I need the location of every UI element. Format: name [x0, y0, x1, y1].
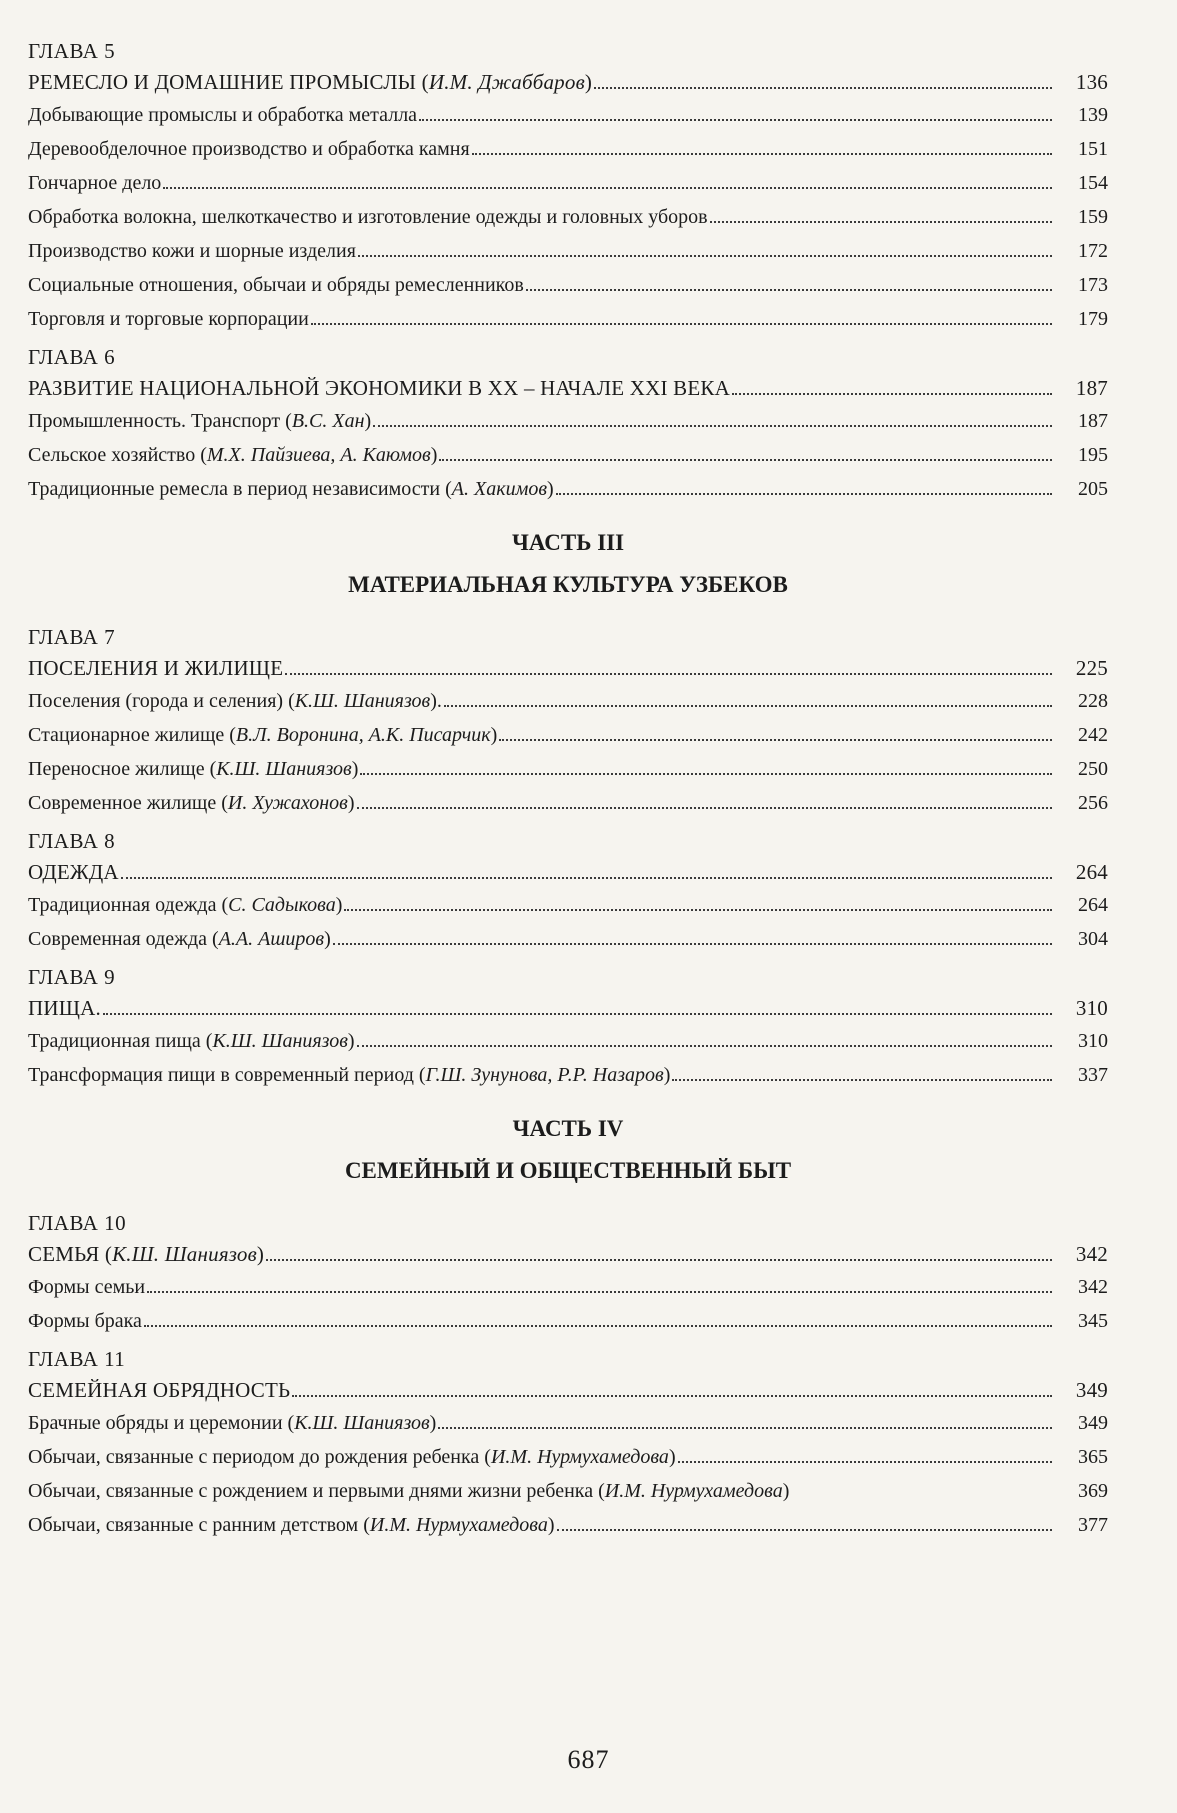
entry-page-number: 345 — [1078, 1310, 1108, 1332]
entry-page-number: 151 — [1078, 138, 1108, 160]
entry-author: К.Ш. Шаниязов — [112, 1242, 257, 1266]
dot-leader — [333, 943, 1052, 945]
dot-leader — [163, 187, 1052, 189]
entry-author: К.Ш. Шаниязов — [212, 1030, 348, 1052]
dot-leader — [266, 1259, 1052, 1261]
entry-title — [28, 1242, 264, 1267]
part-title: МАТЕРИАЛЬНАЯ КУЛЬТУРА УЗБЕКОВ — [348, 572, 788, 597]
entry-author: М.Х. Пайзиева, А. Каюмов — [206, 444, 431, 466]
chapter-label: ГЛАВА 11 — [28, 1347, 126, 1371]
entry-title-text: Производство кожи и шорные изделия — [28, 240, 356, 262]
entry-title — [28, 791, 355, 816]
toc-entry — [28, 757, 1108, 782]
entry-title-text: Обычаи, связанные с рождением и первыми днями жизни ребенка ( — [28, 1480, 605, 1502]
entry-title-text: Стационарное жилище ( — [28, 724, 236, 746]
entry-title-text: Традиционная пища ( — [28, 1030, 213, 1052]
entry-title — [28, 1275, 145, 1300]
dot-leader — [594, 87, 1052, 89]
toc-entry — [28, 205, 1108, 230]
dot-leader — [557, 1529, 1052, 1531]
entry-page-number: 179 — [1078, 308, 1108, 330]
entry-title — [28, 1445, 676, 1470]
entry-title — [28, 477, 554, 502]
chapter-block — [28, 38, 1108, 332]
entry-page-number: 264 — [1078, 894, 1108, 916]
table-of-contents — [28, 36, 1108, 1550]
entry-title-close: ) — [347, 792, 355, 814]
toc-entry — [28, 307, 1108, 332]
entry-page-number: 195 — [1078, 444, 1108, 466]
entry-title — [28, 656, 283, 681]
entry-page-number: 264 — [1075, 860, 1108, 884]
toc-entry — [28, 477, 1108, 502]
dot-leader — [710, 221, 1052, 223]
toc-entry — [28, 273, 1108, 298]
entry-title-close: ) — [547, 478, 554, 500]
entry-title — [28, 1063, 670, 1088]
entry-page-number: 187 — [1075, 376, 1108, 400]
entry-title — [28, 927, 331, 952]
dot-leader — [732, 393, 1052, 395]
entry-title — [28, 1411, 436, 1436]
entry-title — [28, 1513, 555, 1538]
entry-title-close: ) — [663, 1064, 671, 1086]
entry-page-number: 310 — [1078, 1030, 1108, 1052]
entry-title-text: РЕМЕСЛО И ДОМАШНИЕ ПРОМЫСЛЫ ( — [28, 70, 429, 94]
entry-title — [28, 70, 592, 95]
entry-title-close: ) — [430, 444, 438, 466]
entry-title-text: ОДЕЖДА — [28, 860, 119, 884]
entry-title — [28, 239, 356, 264]
entry-page-number: 349 — [1078, 1412, 1108, 1434]
entry-title-text: Деревообделочное производство и обработка камня — [28, 138, 470, 160]
dot-leader — [444, 705, 1052, 707]
chapter-block — [28, 624, 1108, 816]
entry-title-text: ПОСЕЛЕНИЯ И ЖИЛИЩЕ — [28, 656, 284, 680]
dot-leader — [672, 1079, 1052, 1081]
toc-entry — [28, 689, 1108, 714]
entry-title-close: ) — [668, 1446, 676, 1468]
chapter-title-entry — [28, 1242, 1108, 1267]
toc-group-part-4 — [28, 1210, 1108, 1538]
entry-author: И.М. Джаббаров — [428, 70, 585, 94]
entry-title-close: ) — [335, 894, 343, 916]
entry-title — [28, 1029, 355, 1054]
entry-title — [28, 376, 730, 401]
entry-title-text: Переносное жилище ( — [28, 758, 217, 780]
chapter-title-entry — [28, 1378, 1108, 1403]
entry-title-text: Торговля и торговые корпорации — [28, 308, 309, 330]
entry-title — [28, 893, 342, 918]
entry-title — [28, 1479, 789, 1504]
entry-page-number: 349 — [1075, 1378, 1108, 1402]
chapter-label: ГЛАВА 9 — [28, 965, 116, 989]
entry-title-close: ) — [584, 70, 593, 94]
entry-title-text: Обычаи, связанные с периодом до рождения ребенка ( — [28, 1446, 491, 1468]
chapter-block — [28, 828, 1108, 952]
entry-title — [28, 996, 101, 1021]
entry-title-text: Добывающие промыслы и обработка металла — [28, 104, 418, 126]
dot-leader — [358, 255, 1052, 257]
toc-entry — [28, 1309, 1108, 1334]
entry-title-text: Современное жилище ( — [28, 792, 228, 814]
entry-author: А. Хакимов — [451, 478, 548, 500]
dot-leader — [147, 1291, 1052, 1293]
dot-leader — [285, 673, 1052, 675]
part-number: ЧАСТЬ IV — [512, 1116, 624, 1141]
dot-leader — [499, 739, 1052, 741]
chapter-title-entry — [28, 860, 1108, 885]
chapter-block — [28, 1346, 1108, 1538]
entry-title-text: Гончарное дело — [28, 172, 162, 194]
toc-entry — [28, 893, 1108, 918]
entry-author: В.С. Хан — [291, 410, 365, 432]
entry-title-close: ) — [364, 410, 372, 432]
entry-title — [28, 443, 437, 468]
entry-title — [28, 1309, 142, 1334]
dot-leader — [678, 1461, 1052, 1463]
entry-title-text: ПИЩА. — [28, 996, 101, 1020]
entry-title-close: ) — [429, 1412, 437, 1434]
entry-page-number: 342 — [1075, 1242, 1108, 1266]
entry-page-number: 187 — [1078, 410, 1108, 432]
entry-author: К.Ш. Шаниязов — [294, 690, 431, 712]
entry-page-number: 369 — [1078, 1480, 1108, 1502]
entry-page-number: 173 — [1078, 274, 1108, 296]
entry-title-close: ) — [490, 724, 498, 746]
toc-entry — [28, 927, 1108, 952]
entry-title-text: СЕМЬЯ ( — [28, 1242, 113, 1266]
toc-entry — [28, 1479, 1108, 1504]
entry-page-number: 337 — [1078, 1064, 1108, 1086]
chapter-label: ГЛАВА 6 — [28, 345, 116, 369]
toc-entry — [28, 1513, 1108, 1538]
entry-page-number: 242 — [1078, 724, 1108, 746]
entry-title — [28, 723, 497, 748]
chapter-label: ГЛАВА 8 — [28, 829, 116, 853]
dot-leader — [526, 289, 1052, 291]
entry-page-number: 159 — [1078, 206, 1108, 228]
chapter-block — [28, 964, 1108, 1088]
entry-title-close: ) — [324, 928, 331, 950]
entry-title-text: РАЗВИТИЕ НАЦИОНАЛЬНОЙ ЭКОНОМИКИ В ХХ – НАЧАЛЕ XXI ВЕКА — [28, 376, 730, 400]
entry-title — [28, 273, 524, 298]
toc-entry — [28, 409, 1108, 434]
part-heading-4 — [28, 1114, 1108, 1186]
chapter-label: ГЛАВА 7 — [28, 625, 116, 649]
dot-leader — [357, 807, 1052, 809]
entry-title-text: Формы брака — [28, 1310, 142, 1332]
entry-page-number: 136 — [1075, 70, 1108, 94]
chapter-title-entry — [28, 996, 1108, 1021]
chapter-title-entry — [28, 376, 1108, 401]
toc-entry — [28, 1029, 1108, 1054]
dot-leader — [121, 877, 1052, 879]
toc-group-part-2-end — [28, 38, 1108, 502]
entry-author: К.Ш. Шаниязов — [216, 758, 352, 780]
entry-page-number: 377 — [1078, 1514, 1108, 1536]
chapter-block — [28, 1210, 1108, 1334]
chapter-label: ГЛАВА 5 — [28, 39, 116, 63]
toc-entry — [28, 1411, 1108, 1436]
entry-title — [28, 689, 442, 714]
entry-title — [28, 1378, 290, 1403]
entry-title-text: Традиционные ремесла в период независимости ( — [28, 478, 452, 500]
chapter-title-entry — [28, 656, 1108, 681]
entry-author: С. Садыкова — [228, 894, 336, 916]
entry-title-text: Поселения (города и селения) ( — [28, 690, 295, 712]
dot-leader — [472, 153, 1052, 155]
entry-title-text: Брачные обряды и церемонии ( — [28, 1412, 295, 1434]
entry-page-number: 139 — [1078, 104, 1108, 126]
entry-author: И.М. Нурмухамедова — [490, 1446, 669, 1468]
entry-title — [28, 757, 358, 782]
dot-leader — [292, 1395, 1052, 1397]
entry-title-text: Промышленность. Транспорт ( — [28, 410, 292, 432]
dot-leader — [419, 119, 1052, 121]
entry-title-text: Формы семьи — [28, 1276, 146, 1298]
toc-entry — [28, 137, 1108, 162]
entry-title — [28, 171, 161, 196]
dot-leader — [360, 773, 1052, 775]
entry-author: Г.Ш. Зунунова, Р.Р. Назаров — [425, 1064, 664, 1086]
entry-page-number: 172 — [1078, 240, 1108, 262]
part-number: ЧАСТЬ III — [511, 530, 625, 555]
chapter-title-entry — [28, 70, 1108, 95]
entry-title — [28, 103, 417, 128]
entry-page-number: 205 — [1078, 478, 1108, 500]
entry-page-number: 250 — [1078, 758, 1108, 780]
entry-author: И.М. Нурмухамедова — [604, 1480, 783, 1502]
entry-author: К.Ш. Шаниязов — [294, 1412, 430, 1434]
entry-author: И. Хужахонов — [227, 792, 348, 814]
dot-leader — [439, 459, 1052, 461]
entry-author: В.Л. Воронина, А.К. Писарчик — [235, 724, 491, 746]
entry-title — [28, 860, 119, 885]
dot-leader — [344, 909, 1052, 911]
entry-page-number: 342 — [1078, 1276, 1108, 1298]
toc-entry — [28, 239, 1108, 264]
part-heading-3 — [28, 528, 1108, 600]
entry-title-close: ) — [547, 1514, 555, 1536]
entry-page-number: 310 — [1075, 996, 1108, 1020]
dot-leader — [438, 1427, 1052, 1429]
entry-title-text: Сельское хозяйство ( — [28, 444, 207, 466]
entry-title — [28, 137, 470, 162]
entry-title-text: СЕМЕЙНАЯ ОБРЯДНОСТЬ — [28, 1378, 291, 1402]
entry-title-close: ) — [347, 1030, 355, 1052]
entry-title — [28, 205, 708, 230]
entry-page-number: 256 — [1078, 792, 1108, 814]
dot-leader — [357, 1045, 1052, 1047]
page-number: 687 — [567, 1745, 610, 1774]
entry-title-text: Обычаи, связанные с ранним детством ( — [28, 1514, 370, 1536]
toc-group-part-3 — [28, 624, 1108, 1088]
toc-entry — [28, 443, 1108, 468]
toc-entry — [28, 1445, 1108, 1470]
chapter-block — [28, 344, 1108, 502]
dot-leader — [311, 323, 1052, 325]
part-title: СЕМЕЙНЫЙ И ОБЩЕСТВЕННЫЙ БЫТ — [344, 1158, 792, 1183]
toc-entry — [28, 103, 1108, 128]
entry-title-close: ) — [351, 758, 359, 780]
entry-title-text: Обработка волокна, шелкоткачество и изготовление одежды и головных уборов — [28, 206, 708, 228]
chapter-label: ГЛАВА 10 — [28, 1211, 127, 1235]
toc-entry — [28, 791, 1108, 816]
toc-entry — [28, 1063, 1108, 1088]
toc-entry — [28, 723, 1108, 748]
entry-page-number: 154 — [1078, 172, 1108, 194]
dot-leader — [144, 1325, 1052, 1327]
dot-leader — [103, 1013, 1052, 1015]
entry-title-text: Трансформация пищи в современный период ( — [28, 1064, 426, 1086]
entry-title-text: Современная одежда ( — [28, 928, 219, 950]
dot-leader — [556, 493, 1052, 495]
entry-page-number: 365 — [1078, 1446, 1108, 1468]
entry-title — [28, 307, 309, 332]
entry-author: А.А. Аширов — [218, 928, 325, 950]
toc-entry — [28, 1275, 1108, 1300]
entry-page-number: 225 — [1075, 656, 1108, 680]
entry-page-number: 228 — [1078, 690, 1108, 712]
entry-title — [28, 409, 371, 434]
entry-title-text: Социальные отношения, обычаи и обряды ремесленников — [28, 274, 524, 296]
entry-title-close: ) — [782, 1480, 790, 1502]
entry-page-number: 304 — [1078, 928, 1108, 950]
toc-entry — [28, 171, 1108, 196]
entry-author: И.М. Нурмухамедова — [369, 1514, 548, 1536]
dot-leader — [373, 425, 1052, 427]
entry-title-close: ) — [256, 1242, 265, 1266]
entry-title-text: Традиционная одежда ( — [28, 894, 229, 916]
entry-title-close: ). — [430, 690, 442, 712]
